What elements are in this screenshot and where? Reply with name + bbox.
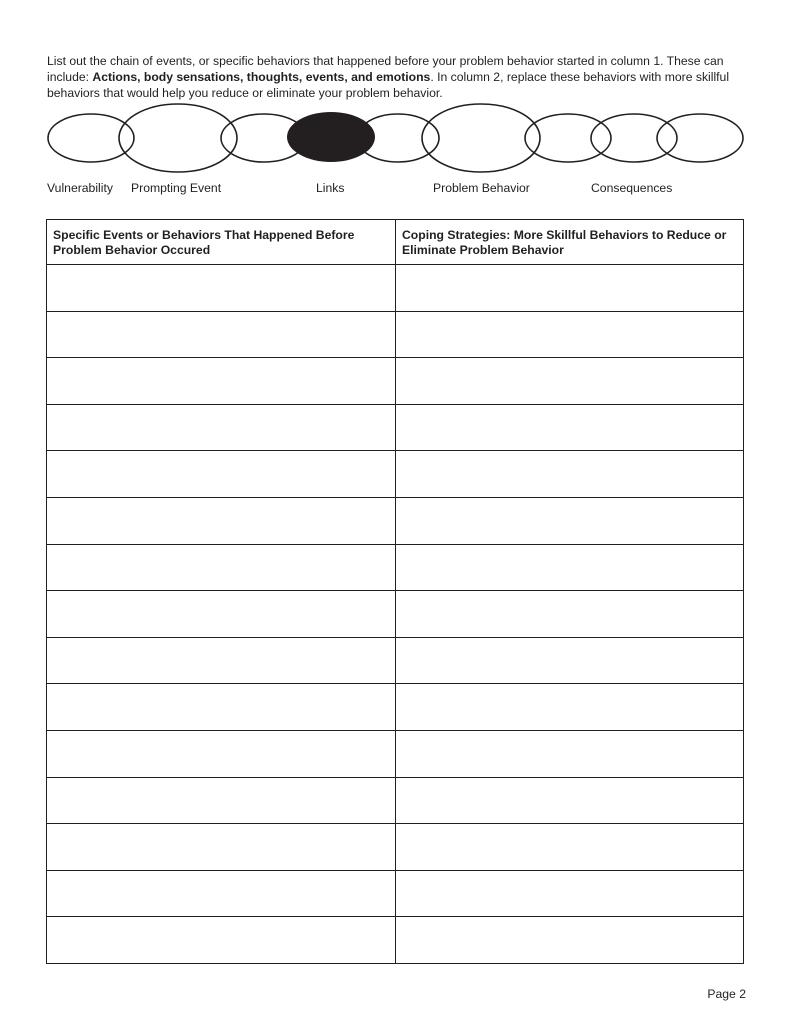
coping-cell[interactable]	[396, 870, 744, 917]
event-cell[interactable]	[47, 311, 396, 358]
column-header-events: Specific Events or Behaviors That Happened Before Problem Behavior Occured	[47, 220, 396, 265]
label-links: Links	[316, 181, 345, 195]
table-header-row	[47, 220, 744, 265]
table-row	[47, 730, 744, 777]
table-row	[47, 311, 744, 358]
coping-cell[interactable]	[396, 684, 744, 731]
coping-cell[interactable]	[396, 497, 744, 544]
event-cell[interactable]	[47, 684, 396, 731]
event-cell[interactable]	[47, 497, 396, 544]
table-row	[47, 870, 744, 917]
chain-link-filled	[287, 112, 375, 162]
coping-cell[interactable]	[396, 591, 744, 638]
event-cell[interactable]	[47, 870, 396, 917]
instructions-text: List out the chain of events, or specific behaviors that happened before your problem behavior started in column 1. These can include:	[47, 54, 724, 85]
event-cell[interactable]	[47, 824, 396, 871]
table-row	[47, 265, 744, 312]
instructions-text-end: . In column 2, replace these behaviors with more skillful behaviors that would help you reduce or eliminate your problem behavior.	[47, 70, 730, 101]
table-row	[47, 404, 744, 451]
coping-cell[interactable]	[396, 917, 744, 964]
column-header-coping: Coping Strategies: More Skillful Behaviors to Reduce or Eliminate Problem Behavior	[396, 220, 744, 265]
event-cell[interactable]	[47, 637, 396, 684]
coping-cell[interactable]	[396, 824, 744, 871]
coping-cell[interactable]	[396, 777, 744, 824]
table-row	[47, 917, 744, 964]
table-row	[47, 451, 744, 498]
chain-link-consequence-3	[657, 114, 743, 162]
coping-cell[interactable]	[396, 265, 744, 312]
coping-cell[interactable]	[396, 544, 744, 591]
label-prompting-event: Prompting Event	[131, 181, 222, 195]
table-row	[47, 824, 744, 871]
label-consequences: Consequences	[591, 181, 673, 195]
event-cell[interactable]	[47, 358, 396, 405]
event-cell[interactable]	[47, 544, 396, 591]
label-vulnerability: Vulnerability	[47, 181, 113, 195]
table-row	[47, 684, 744, 731]
page-number: Page 2	[707, 987, 746, 1001]
table-row	[47, 777, 744, 824]
event-cell[interactable]	[47, 730, 396, 777]
instructions-bold: Actions, body sensations, thoughts, events, and emotions	[92, 70, 431, 85]
event-cell[interactable]	[47, 404, 396, 451]
table-row	[47, 497, 744, 544]
coping-cell[interactable]	[396, 451, 744, 498]
chain-link-vulnerability	[48, 114, 134, 162]
coping-cell[interactable]	[396, 404, 744, 451]
coping-cell[interactable]	[396, 311, 744, 358]
table-row	[47, 637, 744, 684]
event-cell[interactable]	[47, 777, 396, 824]
worksheet-table	[46, 219, 744, 964]
table-row	[47, 358, 744, 405]
label-problem-behavior: Problem Behavior	[433, 181, 530, 195]
coping-cell[interactable]	[396, 637, 744, 684]
coping-cell[interactable]	[396, 358, 744, 405]
event-cell[interactable]	[47, 917, 396, 964]
chain-link-consequence-1	[525, 114, 611, 162]
coping-cell[interactable]	[396, 730, 744, 777]
event-cell[interactable]	[47, 591, 396, 638]
table-row	[47, 544, 744, 591]
event-cell[interactable]	[47, 265, 396, 312]
event-cell[interactable]	[47, 451, 396, 498]
table-row	[47, 591, 744, 638]
chain-link-prompting-event	[119, 104, 237, 172]
chain-link-consequence-2	[591, 114, 677, 162]
chain-diagram	[0, 0, 791, 200]
